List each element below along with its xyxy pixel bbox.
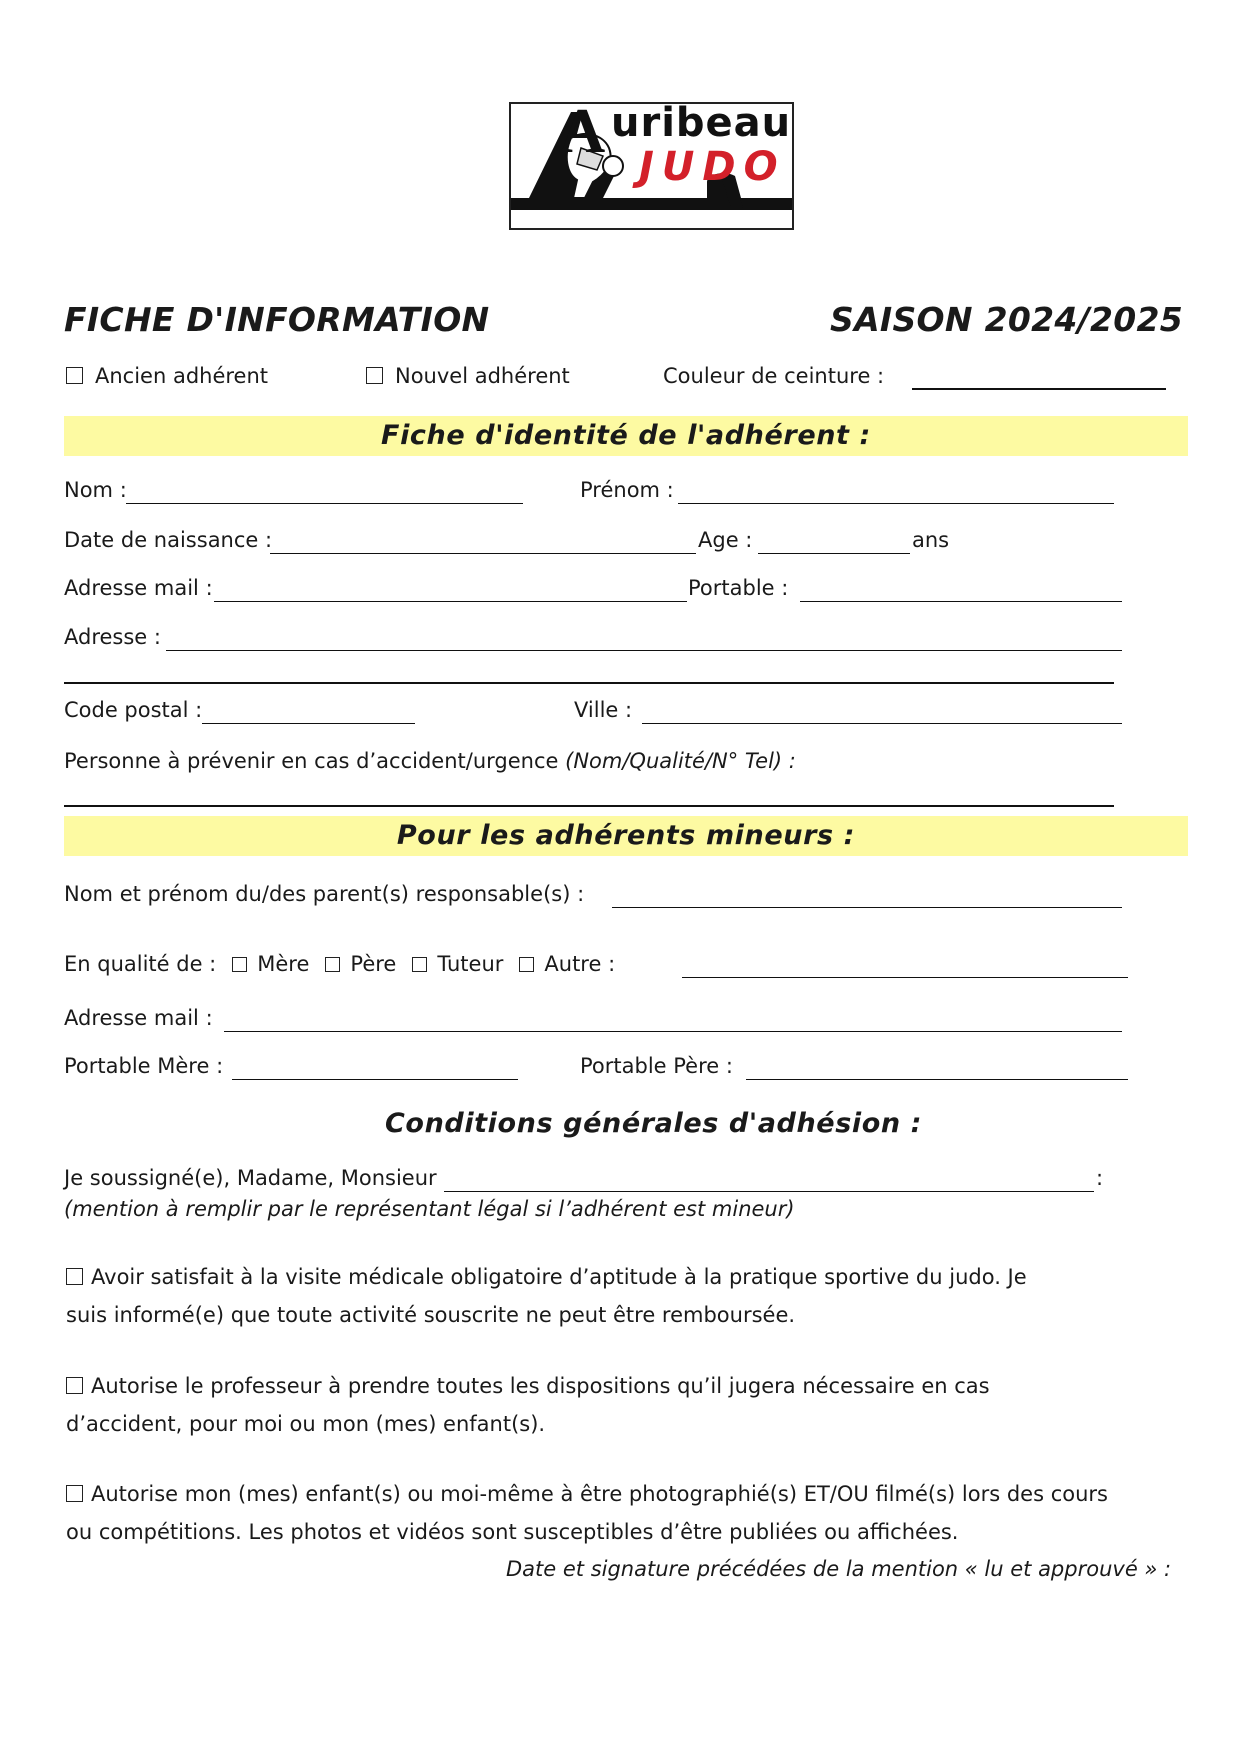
page-title: FICHE D'INFORMATION bbox=[64, 300, 490, 339]
nom-label: Nom : bbox=[64, 478, 127, 502]
age-field[interactable] bbox=[758, 553, 910, 554]
adresse-label: Adresse : bbox=[64, 625, 161, 649]
condition-accident-line-1: Autorise le professeur à prendre toutes les dispositions qu’il jugera nécessaire en cas bbox=[91, 1374, 990, 1398]
logo-initial: A bbox=[559, 95, 606, 166]
soussigne-colon: : bbox=[1096, 1166, 1104, 1190]
season-label: SAISON 2024/2025 bbox=[830, 300, 1184, 339]
adresse-field[interactable] bbox=[166, 650, 1122, 651]
ancien-adherent-label: Ancien adhérent bbox=[95, 364, 269, 388]
checkbox-tuteur[interactable] bbox=[412, 957, 427, 972]
condition-medical bbox=[66, 1258, 1146, 1334]
signature-label: Date et signature précédées de la mention « lu et approuvé » : bbox=[506, 1557, 1172, 1581]
portable-label: Portable : bbox=[688, 576, 789, 600]
urgence-field[interactable] bbox=[64, 805, 1114, 807]
nouvel-adherent-label: Nouvel adhérent bbox=[395, 364, 570, 388]
club-logo bbox=[509, 95, 794, 230]
condition-photo-line-2: ou compétitions. Les photos et vidéos sont susceptibles d’être publiées ou affichées. bbox=[66, 1520, 959, 1544]
condition-medical-line-1: Avoir satisfait à la visite médicale obligatoire d’aptitude à la pratique sportive du judo. Je bbox=[91, 1265, 1027, 1289]
tuteur-label: Tuteur bbox=[437, 952, 504, 976]
checkbox-pere[interactable] bbox=[325, 957, 340, 972]
age-unit-label: ans bbox=[912, 528, 950, 552]
parent-email-field[interactable] bbox=[224, 1031, 1122, 1032]
checkbox-nouvel-adherent[interactable] bbox=[366, 364, 570, 388]
logo-word-uribeau: uribeau bbox=[611, 100, 792, 146]
date-naissance-field[interactable] bbox=[270, 553, 696, 554]
checkbox-ancien-adherent[interactable] bbox=[66, 364, 268, 388]
checkbox-accident[interactable] bbox=[66, 1377, 83, 1394]
portable-mere-field[interactable] bbox=[232, 1079, 518, 1080]
prenom-label: Prénom : bbox=[580, 478, 674, 502]
age-label: Age : bbox=[698, 528, 753, 552]
identity-section-band bbox=[64, 416, 1188, 456]
conditions-section-title: Conditions générales d'adhésion : bbox=[385, 1108, 923, 1139]
condition-photo bbox=[66, 1475, 1146, 1551]
prenom-field[interactable] bbox=[678, 503, 1114, 504]
portable-field[interactable] bbox=[800, 601, 1122, 602]
date-naissance-label: Date de naissance : bbox=[64, 528, 273, 552]
checkbox-photo[interactable] bbox=[66, 1485, 83, 1502]
qualite-label: En qualité de : bbox=[64, 952, 217, 976]
adresse-field-line-2[interactable] bbox=[64, 682, 1114, 684]
ville-label: Ville : bbox=[574, 698, 633, 722]
urgence-hint: (Nom/Qualité/N° Tel) : bbox=[565, 749, 796, 773]
checkbox-autre[interactable] bbox=[519, 957, 534, 972]
checkbox-mere[interactable] bbox=[232, 957, 247, 972]
condition-medical-line-2: suis informé(e) que toute activité souscrite ne peut être remboursée. bbox=[66, 1303, 796, 1327]
qualite-row bbox=[64, 952, 615, 976]
minors-section-band bbox=[64, 816, 1188, 856]
logo-word-judo: JUDO bbox=[639, 144, 786, 190]
minors-section-title: Pour les adhérents mineurs : bbox=[396, 820, 856, 851]
parents-field[interactable] bbox=[612, 907, 1122, 908]
portable-pere-field[interactable] bbox=[746, 1079, 1128, 1080]
nom-field[interactable] bbox=[126, 503, 523, 504]
portable-mere-label: Portable Mère : bbox=[64, 1054, 224, 1078]
condition-photo-line-1: Autorise mon (mes) enfant(s) ou moi-même à être photographié(s) ET/OU filmé(s) lors des cours bbox=[91, 1482, 1108, 1506]
urgence-label bbox=[64, 749, 796, 773]
condition-accident-line-2: d’accident, pour moi ou mon (mes) enfant(s). bbox=[66, 1412, 546, 1436]
email-label: Adresse mail : bbox=[64, 576, 213, 600]
autre-label: Autre : bbox=[544, 952, 616, 976]
soussigne-label: Je soussigné(e), Madame, Monsieur bbox=[64, 1166, 437, 1190]
code-postal-field[interactable] bbox=[202, 723, 415, 724]
checkbox-icon[interactable] bbox=[66, 367, 83, 384]
checkbox-icon[interactable] bbox=[366, 367, 383, 384]
portable-pere-label: Portable Père : bbox=[580, 1054, 733, 1078]
condition-accident bbox=[66, 1367, 1146, 1443]
mere-label: Mère bbox=[257, 952, 310, 976]
identity-section-title: Fiche d'identité de l'adhérent : bbox=[381, 420, 871, 451]
code-postal-label: Code postal : bbox=[64, 698, 203, 722]
autre-field[interactable] bbox=[682, 977, 1128, 978]
parents-label: Nom et prénom du/des parent(s) responsable(s) : bbox=[64, 882, 585, 906]
email-field[interactable] bbox=[214, 601, 687, 602]
belt-color-label: Couleur de ceinture : bbox=[663, 364, 885, 388]
urgence-text: Personne à prévenir en cas d’accident/urgence bbox=[64, 749, 559, 773]
mention-note: (mention à remplir par le représentant légal si l’adhérent est mineur) bbox=[64, 1197, 795, 1221]
parent-email-label: Adresse mail : bbox=[64, 1006, 213, 1030]
belt-color-field[interactable] bbox=[912, 388, 1166, 390]
pere-label: Père bbox=[350, 952, 397, 976]
soussigne-field[interactable] bbox=[444, 1191, 1094, 1192]
checkbox-medical[interactable] bbox=[66, 1268, 83, 1285]
ville-field[interactable] bbox=[642, 723, 1122, 724]
